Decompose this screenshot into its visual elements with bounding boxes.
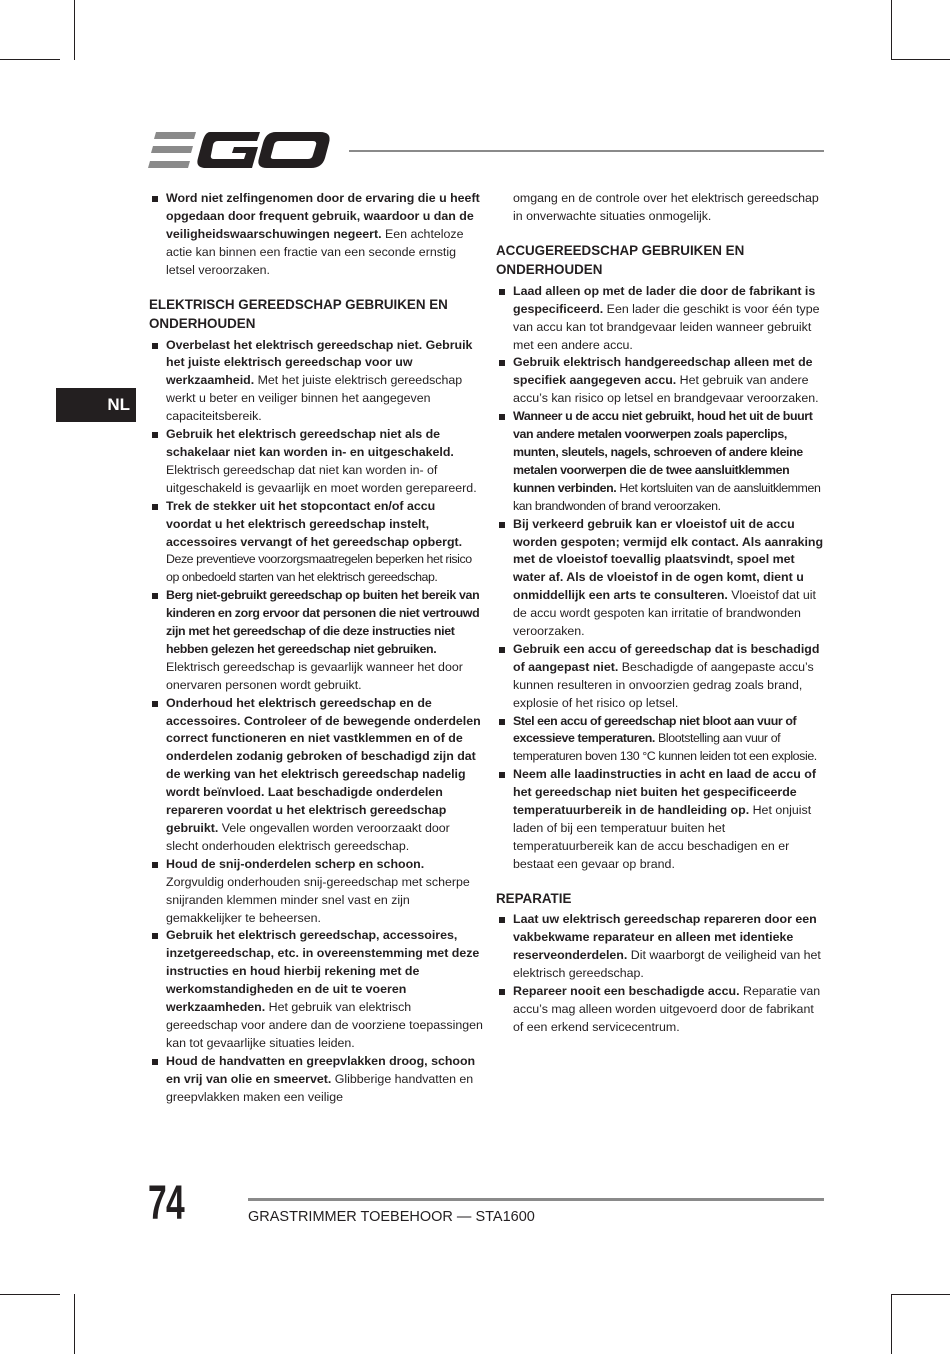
bullet-square-icon bbox=[499, 989, 505, 995]
continued-paragraph: omgang en de controle over het elektrisch gereedschap in onverwachte situaties onmogelijk. bbox=[513, 191, 819, 223]
footer-rule bbox=[248, 1198, 824, 1201]
bullet-square-icon bbox=[499, 360, 505, 366]
language-tab: NL bbox=[56, 388, 136, 422]
bullet-item bbox=[149, 587, 484, 694]
bullet-body-text: Elektrisch gereedschap is gevaarlijk wanneer het door onervaren personen wordt gebruikt. bbox=[166, 659, 463, 692]
bullet-item bbox=[496, 983, 826, 1037]
bullet-body-text: Blootstelling aan vuur of temperaturen boven 130 °C kunnen leiden tot een explosie. bbox=[513, 731, 817, 764]
bullet-body-text: Het kortsluiten van de aansluitklemmen kan brandwonden of brand veroorzaken. bbox=[513, 480, 821, 513]
bullet-item bbox=[149, 426, 484, 498]
bullet-body-text: Elektrisch gereedschap dat niet kan worden in- of uitgeschakeld is gevaarlijk en moet worden gerepareerd. bbox=[166, 462, 477, 495]
bullet-body-text: Een achteloze actie kan binnen een fractie van een seconde ernstig letsel veroorzaken. bbox=[166, 226, 464, 277]
bullet-body-text: Met het juiste elektrisch gereedschap werkt u beter en veiliger binnen het aangegeven capaciteitsbereik. bbox=[166, 373, 463, 424]
crop-mark bbox=[74, 1294, 75, 1354]
bullet-square-icon bbox=[499, 719, 505, 725]
bullet-bold-text: Houd de handvatten en greepvlakken droog, schoon en vrij van olie en smeervet. bbox=[166, 1053, 476, 1086]
bullet-item bbox=[149, 856, 484, 928]
bullet-bold-text: Bij verkeerd gebruik kan er vloeistof uit de accu worden gespoten; vermijd elk contact. Als aanraking met de vloeistof toevallig plaatsvindt, spoel met water af. Als de vloeistof in de ogen komt, dient u onmiddellijk een arts te consulteren. bbox=[513, 516, 824, 603]
bullet-item bbox=[149, 695, 484, 856]
bullet-bold-text: Stel een accu of gereedschap niet bloot aan vuur of excessieve temperaturen. bbox=[513, 713, 797, 746]
bullet-item bbox=[496, 408, 826, 515]
bullet-square-icon bbox=[499, 289, 505, 295]
bullet-item bbox=[149, 498, 484, 588]
bullet-item bbox=[496, 911, 826, 983]
footer-doc-title: GRASTRIMMER TOEBEHOOR — STA1600 bbox=[248, 1209, 535, 1225]
right-column bbox=[496, 190, 826, 1037]
bullet-bold-text: Houd de snij-onderdelen scherp en schoon. bbox=[166, 856, 425, 871]
bullet-body-text: Reparatie van accu’s mag alleen worden uitgevoerd door de fabrikant of een erkend servicecentrum. bbox=[513, 983, 821, 1034]
bullet-square-icon bbox=[152, 343, 158, 349]
bullet-body-text: Vele ongevallen worden veroorzaakt door slecht onderhouden elektrisch gereedschap. bbox=[166, 821, 450, 853]
crop-mark bbox=[891, 1294, 892, 1354]
bullet-bold-text: Neem alle laadinstructies in acht en laad de accu of het gereedschap niet buiten het gespecificeerde temperatuurbereik in de handleiding op. bbox=[513, 767, 816, 818]
bullet-body-text: Dit waarborgt de veiligheid van het elektrisch gereedschap. bbox=[513, 948, 821, 980]
crop-mark bbox=[891, 59, 950, 60]
bullet-item bbox=[149, 1053, 484, 1107]
bullet-square-icon bbox=[499, 772, 505, 778]
crop-mark bbox=[74, 0, 75, 60]
bullet-item bbox=[496, 766, 826, 873]
bullet-body-text: Zorgvuldig onderhouden snij-gereedschap met scherpe snijranden klemmen minder snel vast en zijn gemakkelijker te beheersen. bbox=[166, 874, 470, 925]
bullet-bold-text: Gebruik elektrisch handgereedschap alleen met de specifiek aangegeven accu. bbox=[513, 355, 813, 388]
bullet-square-icon bbox=[499, 917, 505, 923]
header-rule bbox=[349, 150, 824, 152]
crop-mark bbox=[891, 1294, 950, 1295]
bullet-item bbox=[149, 190, 484, 280]
bullet-body-text: Deze preventieve voorzorgsmaatregelen beperken het risico op onbedoeld starten van het elektrisch gereedschap. bbox=[166, 552, 472, 585]
bullet-item bbox=[149, 337, 484, 427]
bullet-bold-text: Overbelast het elektrisch gereedschap niet. Gebruik het juiste elektrisch gereedschap voor uw werkzaamheid. bbox=[166, 337, 473, 388]
bullet-square-icon bbox=[152, 593, 158, 599]
ego-logo bbox=[148, 128, 332, 172]
bullet-item bbox=[496, 516, 826, 641]
section-heading: REPARATIE bbox=[496, 890, 572, 906]
bullet-bold-text: Word niet zelfingenomen door de ervaring die u heeft opgedaan door frequent gebruik, waardoor u dan de veiligheidswaarschuwingen negeert. bbox=[166, 191, 480, 241]
bullet-square-icon bbox=[499, 647, 505, 653]
crop-mark bbox=[891, 0, 892, 60]
bullet-item bbox=[496, 354, 826, 408]
bullet-bold-text: Gebruik een accu of gereedschap dat is beschadigd of aangepast niet. bbox=[513, 641, 820, 674]
page-number: 74 bbox=[148, 1177, 184, 1230]
bullet-square-icon bbox=[152, 1059, 158, 1065]
bullet-item bbox=[496, 283, 826, 355]
bullet-body-text: Het onjuist laden of bij een temperatuur buiten het temperatuurbereik kan de accu beschadigen en er bestaat een gevaar op brand. bbox=[513, 803, 812, 871]
bullet-bold-text: Wanneer u de accu niet gebruikt, houd het uit de buurt van andere metalen voorwerpen zoals paperclips, munten, sleutels, nagels, schroeven of andere kleine metalen voorwerpen die de twee aansluitklemmen kunnen verbinden. bbox=[513, 409, 813, 495]
section-heading: ELEKTRISCH GEREEDSCHAP GEBRUIKEN EN ONDERHOUDEN bbox=[149, 296, 448, 332]
bullet-bold-text: Berg niet-gebruikt gereedschap op buiten het bereik van kinderen en zorg ervoor dat personen die niet vertrouwd zijn met het gereedschap of die deze instructies niet hebben gelezen het gereedschap niet gebruiken. bbox=[166, 588, 480, 656]
bullet-square-icon bbox=[152, 701, 158, 707]
bullet-bold-text: Trek de stekker uit het stopcontact en/of accu voordat u het elektrisch gereedschap instelt, accessoires vervangt of het gereedschap opbergt. bbox=[166, 498, 463, 549]
bullet-bold-text: Laad alleen op met de lader die door de fabrikant is gespecificeerd. bbox=[513, 283, 816, 316]
bullet-square-icon bbox=[499, 522, 505, 528]
crop-mark bbox=[0, 1294, 60, 1295]
bullet-item bbox=[149, 927, 484, 1052]
bullet-bold-text: Laat uw elektrisch gereedschap repareren door een vakbekwame reparateur en alleen met identieke reserveonderdelen. bbox=[513, 912, 817, 963]
section-heading: ACCUGEREEDSCHAP GEBRUIKEN EN ONDERHOUDEN bbox=[496, 242, 745, 278]
bullet-body-text: Glibberige handvatten en greepvlakken maken een veilige bbox=[166, 1071, 474, 1104]
left-column bbox=[149, 190, 484, 1107]
bullet-square-icon bbox=[152, 504, 158, 510]
bullet-square-icon bbox=[152, 432, 158, 438]
bullet-square-icon bbox=[152, 862, 158, 868]
bullet-body-text: Het gebruik van elektrisch gereedschap voor andere dan de voorziene toepassingen kan tot gevaarlijke situaties leiden. bbox=[166, 1000, 483, 1050]
bullet-item bbox=[496, 713, 826, 767]
bullet-body-text: Vloeistof dat uit de accu wordt gespoten kan irritatie of brandwonden veroorzaken. bbox=[513, 588, 816, 639]
bullet-body-text: Het gebruik van andere accu’s kan risico op letsel en brandgevaar veroorzaken. bbox=[513, 373, 819, 406]
bullet-item bbox=[496, 641, 826, 713]
bullet-square-icon bbox=[152, 196, 158, 202]
bullet-square-icon bbox=[499, 414, 505, 420]
bullet-square-icon bbox=[152, 933, 158, 939]
bullet-bold-text: Gebruik het elektrisch gereedschap niet als de schakelaar niet kan worden in- en uitgeschakeld. bbox=[166, 427, 454, 459]
bullet-bold-text: Repareer nooit een beschadigde accu. bbox=[513, 983, 740, 998]
bullet-body-text: Een lader die geschikt is voor één type van accu kan tot brandgevaar leiden wanneer gebruikt met een andere accu. bbox=[513, 301, 820, 352]
bullet-bold-text: Gebruik het elektrisch gereedschap, accessoires, inzetgereedschap, etc. in overeenstemming met deze instructies en houd hierbij rekening met de werkomstandigheden en de uit te voeren werkzaamheden. bbox=[166, 928, 480, 1015]
bullet-bold-text: Onderhoud het elektrisch gereedschap en de accessoires. Controleer of de bewegende onderdelen correct functioneren en niet vastklemmen en of de onderdelen zodanig gebroken of beschadigd zijn dat de werking van het elektrisch gereedschap nadelig wordt beïnvloed. Laat beschadigde onderdelen repareren voordat u het elektrisch gereedschap gebruikt. bbox=[166, 695, 481, 835]
bullet-body-text: Beschadigde of aangepaste accu’s kunnen resulteren in onvoorzien gedrag zoals brand, explosie of het risico op letsel. bbox=[513, 659, 814, 710]
crop-mark bbox=[0, 59, 60, 60]
